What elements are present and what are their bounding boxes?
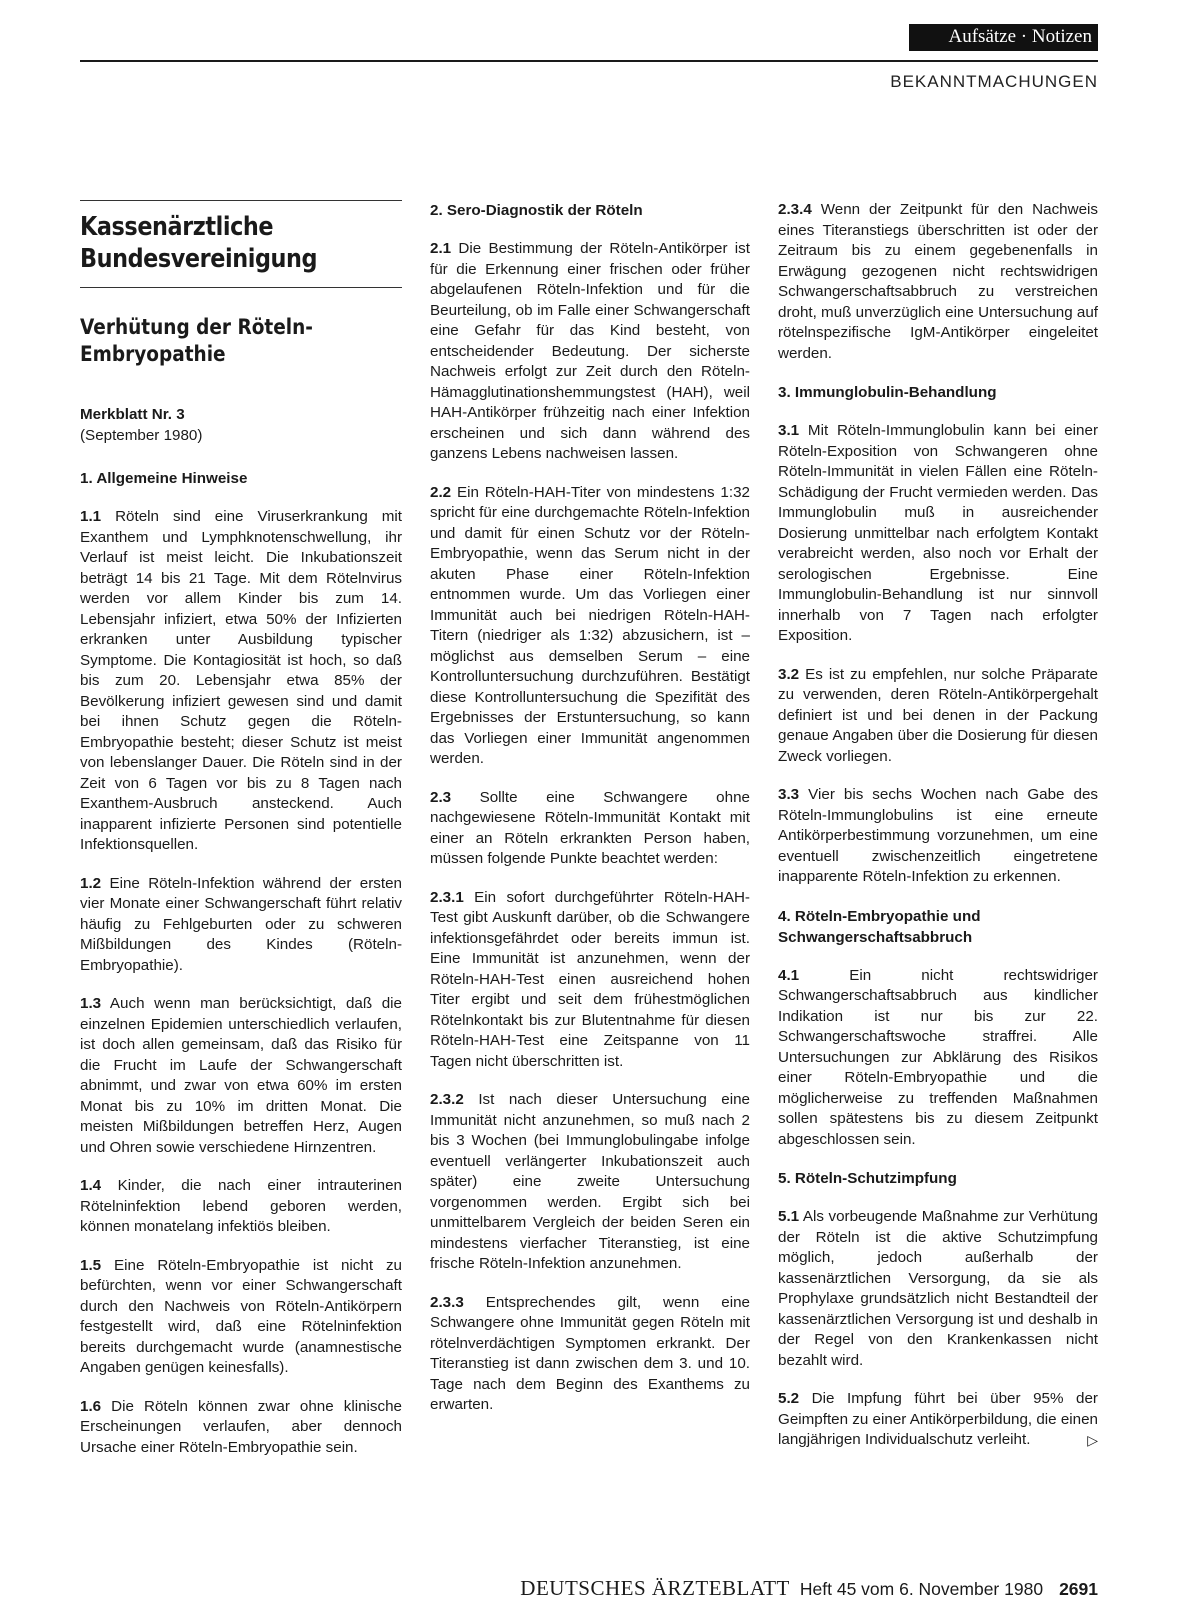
paragraph [778, 966, 1098, 1151]
divider [80, 287, 402, 288]
paragraph-text: Wenn der Zeitpunkt für den Nachweis eines Titeranstiegs überschritten ist oder der Zeitraum bis zu einem gegebenenfalls in Erwägung gezogenen nicht rechtswidrigen Schwangerschaftsabbruch zu verstreichen droht, muß unverzüglich eine Untersuchung auf rötelnspezifische IgM-Antikörper eingeleitet werden. [778, 201, 1098, 362]
column-3-body [778, 200, 1098, 1451]
paragraph-number: 2.3.2 [430, 1091, 464, 1108]
paragraph [778, 785, 1098, 888]
column-2 [430, 200, 750, 1434]
kicker: BEKANNTMACHUNGEN [890, 72, 1098, 91]
paragraph-text: Mit Röteln-Immunglobulin kann bei einer Röteln-Exposition von Schwangeren ohne Röteln-Immunität in vielen Fällen eine Röteln-Schädigung der Frucht vermieden werden. Das Immunglobulin muß in ausreichender Dosierung unmittelbar nach erfolgtem Kontakt verabreicht werden, also noch vor Erhalt der serologischen Ergebnisse. Eine Immunglobulin-Behandlung ist nur sinnvoll innerhalb von 7 Tagen nach erfolgter Exposition. [778, 422, 1098, 644]
paragraph [430, 1293, 750, 1416]
paragraph-text: Die Bestimmung der Röteln-Antikörper ist für die Erkennung einer frischen oder früher abgelaufenen Röteln-Infektion und für die Beurteilung, ob im Falle einer Schwangerschaft eine Gefahr für das Kind besteht, von entscheidender Bedeutung. Der sicherste Nachweis erfolgt zur Zeit durch den Röteln-Hämagglutinationshemmungstest (HAH), weil HAH-Antikörper frühzeitig nach einer Infektion erscheinen und sich dann während des ganzens Lebens nachweisen lassen. [430, 240, 750, 462]
paragraph-text: Kinder, die nach einer intrauterinen Rötelninfektion lebend geboren werden, können monatelang infektiös bleiben. [80, 1177, 402, 1235]
paragraph-number: 2.3.1 [430, 888, 464, 906]
merkblatt-date: (September 1980) [80, 427, 203, 444]
paragraph [778, 200, 1098, 364]
continue-arrow-icon: ▷ [1087, 1432, 1098, 1448]
paragraph-number: 3.3 [778, 786, 800, 803]
paragraph [430, 788, 750, 870]
paragraph-text: Röteln sind eine Viruserkrankung mit Exanthem und Lymphknotenschwellung, ihr Verlauf ist meist leicht. Die Inkubationszeit beträgt 14 bis 21 Tage. Mit dem Rötelnvirus werden vor allem Kinder bis zum 14. Lebensjahr infiziert, etwa 50% der Infizierten erkranken unter Ausbildung typischer Symptome. Die Kontagiosität ist hoch, so daß bis zum 20. Lebensjahr etwa 85% der Bevölkerung infiziert gewesen sind und damit bei ihnen Schutz gegen die Röteln-Embryopathie besteht; dieser Schutz ist meist von lebenslanger Dauer. Die Röteln sind in der Zeit von 6 Tagen vor bis zu 8 Tagen nach Exanthem-Ausbruch ansteckend. Auch inapparent infizierte Personen sind potentielle Infektionsquellen. [80, 508, 402, 853]
paragraph-text: Ein Röteln-HAH-Titer von mindestens 1:32 spricht für eine durchgemachte Röteln-Infektion und damit für einen Schutz vor der Röteln-Embryopathie, wenn das Serum nicht in der akuten Phase einer Röteln-Infektion entnommen wurde. Um das Vorliegen einer Immunität auch bei niedrigen Röteln-HAH-Titern (niedriger als 1:32) abzusichern, ist – möglichst aus demselben Serum – eine Kontrolluntersuchung durchzuführen. Bestätigt diese Kontrolluntersuchung die Spezifität des Ergebnisses der Erstuntersuchung, so kann das Vorliegen einer Immunität angenommen werden. [430, 483, 750, 767]
paragraph-number: 1.1 [80, 508, 102, 525]
section-heading: 2. Sero-Diagnostik der Röteln [430, 202, 643, 219]
paragraph-number: 2.3 [430, 788, 452, 806]
paragraph [80, 874, 402, 977]
paragraph-text: Vier bis sechs Wochen nach Gabe des Röteln-Immunglobulins ist eine erneute Antikörperbestimmung vorzunehmen, um eine eventuell zwischenzeitlich eingetretene inapparente Röteln-Infektion zu erkennen. [778, 786, 1098, 885]
paragraph-text: Die Impfung führt bei über 95% der Geimpften zu einer Antikörperbildung, die einen langjährigen Individualschutz verleiht. [778, 1390, 1098, 1448]
paragraph-number: 1.4 [80, 1177, 102, 1194]
merkblatt-info [80, 404, 402, 446]
paragraph-number: 3.2 [778, 665, 800, 683]
paragraph-text: Eine Röteln-Embryopathie ist nicht zu befürchten, wenn vor einer Schwangerschaft durch den Nachweis von Röteln-Antikörpern festgestellt wird, daß eine Rötelninfektion bereits durchgemacht wurde (anamnestische Angaben genügen keinesfalls). [80, 1256, 402, 1376]
paragraph [778, 665, 1098, 768]
merkblatt-label: Merkblatt Nr. 3 [80, 406, 185, 423]
paragraph [80, 1176, 402, 1238]
paragraph-number: 4.1 [778, 966, 800, 984]
column-3 [778, 200, 1098, 1469]
column-2-body [430, 200, 750, 1416]
paragraph-number: 1.6 [80, 1397, 102, 1415]
section-heading: 3. Immunglobulin-Behandlung [778, 384, 997, 401]
paragraph-text: Ein nicht rechtswidriger Schwangerschaftsabbruch aus kindlicher Indikation ist nur bis zur 22. Schwangerschaftswoche straffrei. Alle Untersuchungen zur Abklärung des Risikos einer Röteln-Embryopathie und die möglicherweise zu treffenden Maßnahmen sollen spätestens bis zu diesem Zeitpunkt abgeschlossen sein. [778, 966, 1098, 1148]
paragraph [80, 1397, 402, 1459]
journal-name: DEUTSCHES ÄRZTEBLATT [520, 1576, 790, 1600]
paragraph-number: 2.1 [430, 240, 452, 257]
issue-info: Heft 45 vom 6. November 1980 [799, 1579, 1044, 1599]
page-footer [520, 1576, 1098, 1601]
paragraph-number: 1.5 [80, 1256, 102, 1274]
paragraph-number: 5.1 [778, 1208, 800, 1225]
paragraph-text: Als vorbeugende Maßnahme zur Verhütung der Röteln ist die aktive Schutzimpfung möglich, jedoch außerhalb der kassenärztlichen Versorgung, da sie als Prophylaxe grundsätzlich nicht Bestandteil der kassenärztlichen Versorgung ist und deshalb in der Regel von den Krankenkassen nicht bezahlt wird. [778, 1208, 1098, 1369]
paragraph-text: Es ist zu empfehlen, nur solche Präparate zu verwenden, deren Röteln-Antikörpergehalt definiert ist und bei denen in der Packung genaue Angaben über die Dosierung für diesen Zweck vorliegen. [778, 665, 1098, 765]
paragraph [430, 239, 750, 465]
paragraph [778, 1389, 1098, 1451]
paragraph [778, 421, 1098, 647]
paragraph-text: Ein sofort durchgeführter Röteln-HAH-Test gibt Auskunft darüber, ob die Schwangere infektionsgefährdet oder bereits immun ist. Eine Immunität ist anzunehmen, wenn der Röteln-HAH-Test einen ausreichend hohen Titer ergibt und seit dem frühestmöglichen Rötelnkontakt bis zur Blutentnahme für diesen Röteln-HAH-Test eine Zeitspanne von 11 Tagen nicht überschritten ist. [430, 888, 750, 1070]
paragraph-text: Auch wenn man berücksichtigt, daß die einzelnen Epidemien unterschiedlich verlaufen, ist doch allen gemeinsam, daß das Risiko für die Frucht im Laufe der Schwangerschaft abnimmt, und zwar von etwa 60% im ersten Monat bis zu 10% im dritten Monat. Die meisten Mißbildungen betreffen Herz, Augen und Ohren sowie verschiedene Hirnzentren. [80, 995, 403, 1156]
paragraph-text: Sollte eine Schwangere ohne nachgewiesene Röteln-Immunität Kontakt mit einer an Röteln erkrankten Person haben, müssen folgende Punkte beachtet werden: [430, 788, 750, 867]
column-1-body [80, 468, 402, 1458]
paragraph-number: 1.2 [80, 874, 102, 892]
paragraph-text: Die Röteln können zwar ohne klinische Erscheinungen verlaufen, aber dennoch Ursache einer Röteln-Embryopathie sein. [80, 1397, 402, 1456]
paragraph [430, 888, 750, 1073]
paragraph-text: Entsprechendes gilt, wenn eine Schwangere ohne Immunität gegen Röteln mit rötelnverdächtigen Symptomen erkrankt. Der Titeranstieg ist dann zwischen dem 3. und 10. Tage nach dem Beginn des Exanthems zu erwarten. [430, 1293, 750, 1413]
paragraph [430, 483, 750, 770]
paragraph-text: Eine Röteln-Infektion während der ersten vier Monate einer Schwangerschaft führt relativ häufig zu Fehlgeburten oder zu schweren Mißbildungen des Kindes (Röteln-Embryopathie). [80, 874, 402, 974]
paragraph [80, 507, 402, 856]
paragraph-number: 3.1 [778, 422, 800, 439]
paragraph-text: Ist nach dieser Untersuchung eine Immunität nicht anzunehmen, so muß nach 2 bis 3 Wochen (bei Immunglobulingabe infolge eventuell verlängerter Inkubationszeit auch später) eine zweite Untersuchung vorgenommen werden. Ergibt sich bei unmittelbarem Vergleich der beiden Seren ein mindestens vierfacher Titeranstieg, ist eine frische Röteln-Infektion anzunehmen. [430, 1091, 750, 1272]
paragraph [430, 1090, 750, 1275]
article-title: Verhütung der Röteln-Embryopathie [80, 315, 313, 367]
divider [80, 200, 402, 201]
paragraph [80, 994, 402, 1158]
page-number: 2691 [1059, 1579, 1098, 1599]
column-1 [80, 200, 402, 1476]
section-tag: Aufsätze · Notizen [909, 24, 1099, 51]
paragraph-number: 1.3 [80, 995, 102, 1012]
section-heading: 4. Röteln-Embryopathie und Schwangerschaftsabbruch [778, 907, 981, 946]
paragraph [778, 1207, 1098, 1371]
paragraph-number: 2.3.4 [778, 201, 812, 218]
paragraph-number: 2.3.3 [430, 1293, 464, 1311]
top-rule [80, 60, 1098, 62]
paragraph [80, 1256, 402, 1379]
section-heading: 1. Allgemeine Hinweise [80, 470, 248, 487]
paragraph-number: 2.2 [430, 483, 452, 501]
section-heading: 5. Röteln-Schutzimpfung [778, 1170, 957, 1187]
organization-name: Kassenärztliche Bundesvereinigung [80, 212, 318, 274]
paragraph-number: 5.2 [778, 1390, 800, 1407]
